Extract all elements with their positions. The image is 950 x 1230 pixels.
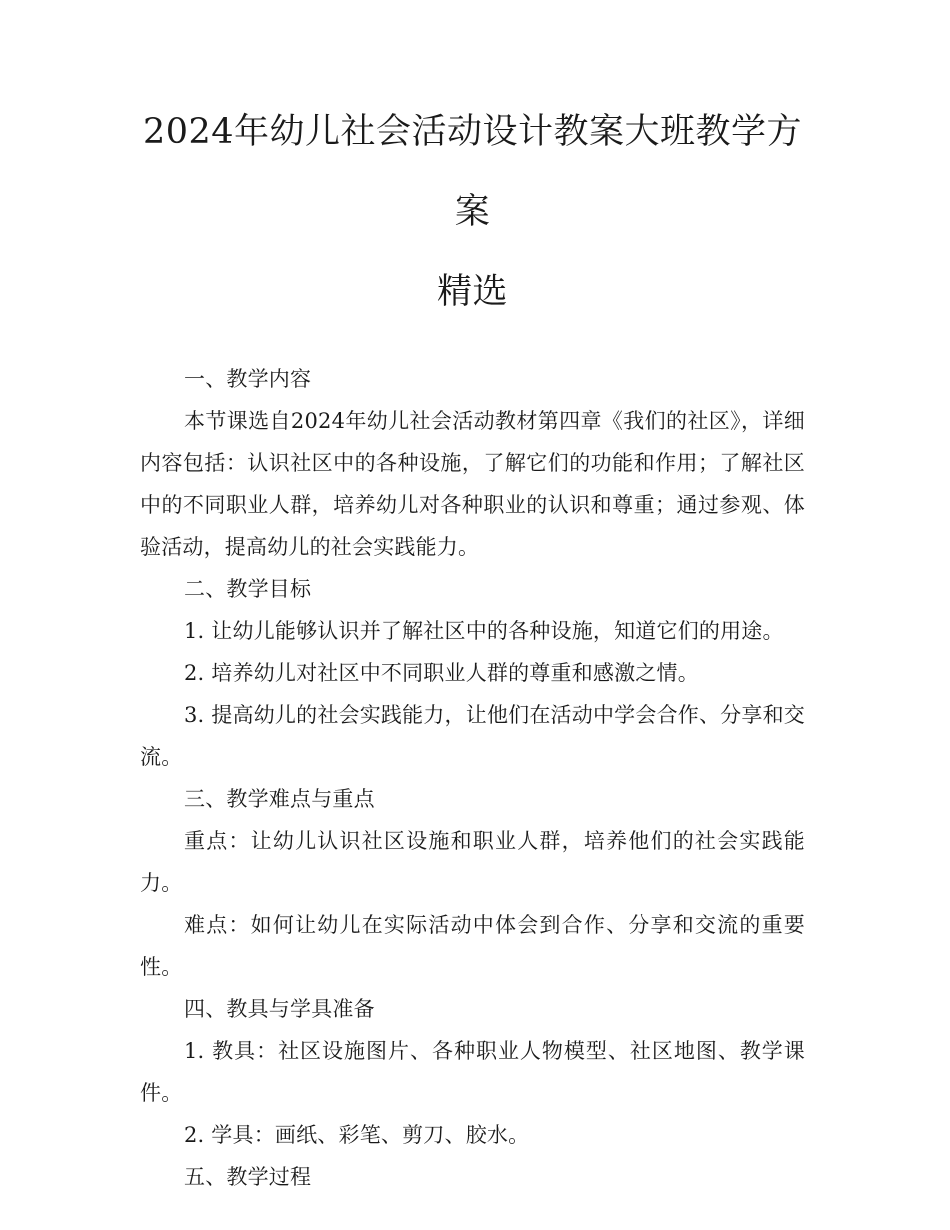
document-page	[140, 92, 805, 1198]
section-heading-key-points: 三、教学难点与重点	[184, 787, 375, 811]
paragraph-content: 本节课选自2024年幼儿社会活动教材第四章《我们的社区》，详细内容包括：认识社区中的各种设施，了解它们的功能和作用；了解社区中的不同职业人群，培养幼儿对各种职业的认识和尊重；通过参观、体验活动，提高幼儿的社会实践能力。	[140, 409, 805, 559]
section-heading-process: 五、教学过程	[184, 1165, 312, 1189]
document-title	[140, 92, 805, 332]
key-point-paragraph: 重点：让幼儿认识社区设施和职业人群，培养他们的社会实践能力。	[140, 829, 805, 895]
section-heading-content: 一、教学内容	[184, 367, 312, 391]
objective-item-2: 2. 培养幼儿对社区中不同职业人群的尊重和感激之情。	[184, 661, 699, 685]
section-heading-materials: 四、教具与学具准备	[184, 997, 375, 1021]
title-line-1: 2024年幼儿社会活动设计教案大班教学方案	[142, 112, 803, 232]
difficulty-paragraph: 难点：如何让幼儿在实际活动中体会到合作、分享和交流的重要性。	[140, 913, 805, 979]
section-heading-objectives: 二、教学目标	[184, 577, 312, 601]
objective-item-1: 1. 让幼儿能够认识并了解社区中的各种设施，知道它们的用途。	[184, 619, 784, 643]
materials-item-1: 1. 教具：社区设施图片、各种职业人物模型、社区地图、教学课件。	[140, 1039, 805, 1105]
title-line-2: 精选	[436, 272, 508, 312]
objective-item-3: 3. 提高幼儿的社会实践能力，让他们在活动中学会合作、分享和交流。	[140, 703, 805, 769]
materials-item-2: 2. 学具：画纸、彩笔、剪刀、胶水。	[184, 1123, 530, 1147]
